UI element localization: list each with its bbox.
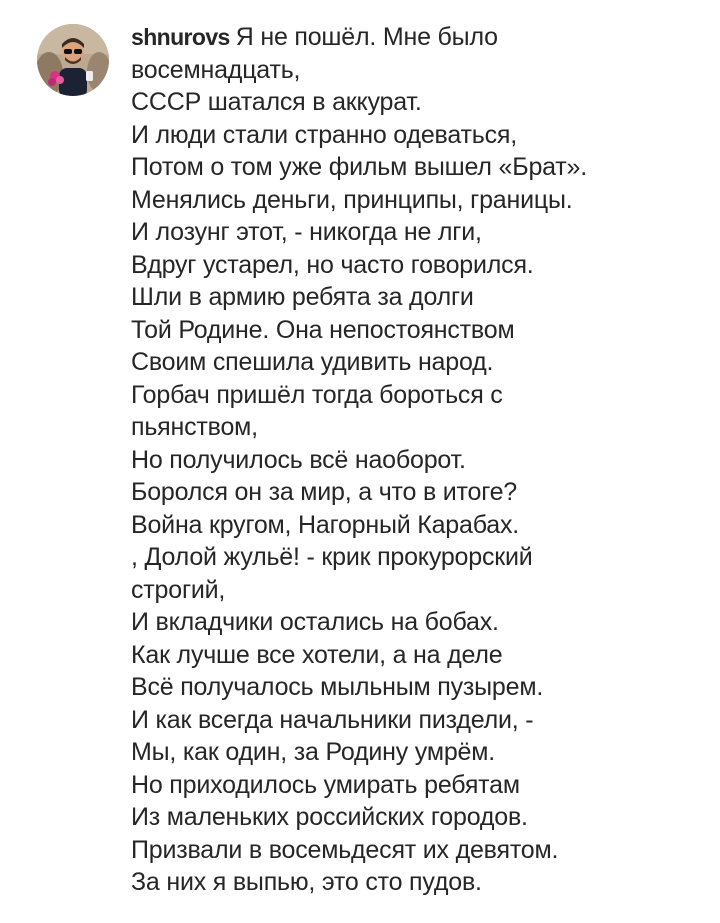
comment-line: СССР шатался в аккурат. bbox=[131, 88, 422, 116]
comment-line: Шли в армию ребята за долги bbox=[131, 283, 474, 311]
comment-line: Как лучше все хотели, а на деле bbox=[131, 640, 503, 669]
comment-line: Вдруг устарел, но часто говорился. bbox=[131, 250, 534, 279]
comment-line: И люди стали странно одеваться, bbox=[131, 120, 517, 149]
comment-line bbox=[131, 21, 711, 54]
comment-line: , Долой жульё! - крик прокурорский bbox=[131, 543, 533, 571]
comment-line: Мы, как один, за Родину умрём. bbox=[131, 738, 495, 766]
comment-line: Той Родине. Она непостоянством bbox=[131, 315, 515, 344]
comment-line: Но приходилось умирать ребятам bbox=[131, 770, 520, 799]
comment-line: За них я выпью, это сто пудов. bbox=[131, 868, 482, 896]
comment-line: пьянством, bbox=[131, 413, 258, 441]
comment-body bbox=[131, 21, 711, 899]
comment-line: И вкладчики остались на бобах. bbox=[131, 608, 499, 636]
comment-line: Менялись деньги, принципы, границы. bbox=[131, 185, 573, 214]
comment-line: Потом о том уже фильм вышел «Брат». bbox=[131, 153, 588, 181]
comment-line: Из маленьких российских городов. bbox=[131, 803, 528, 831]
comment-line: Своим спешила удивить народ. bbox=[131, 348, 494, 376]
comment-line: Горбач пришёл тогда бороться с bbox=[131, 380, 503, 409]
comment-line: И лозунг этот, - никогда не лги, bbox=[131, 218, 482, 246]
comment-line: И как всегда начальники пиздели, - bbox=[131, 705, 534, 734]
avatar[interactable] bbox=[37, 24, 109, 96]
comment-line: Призвали в восемьдесят их девятом. bbox=[131, 835, 559, 864]
comment-line: восемнадцать, bbox=[131, 55, 301, 84]
username-link[interactable]: shnurovs bbox=[131, 24, 230, 50]
comment-line: Всё получалось мыльным пузырем. bbox=[131, 673, 544, 701]
comment-text: Я не пошёл. Мне было bbox=[235, 23, 498, 51]
comment-line: Боролся он за мир, а что в итоге? bbox=[131, 478, 517, 506]
avatar-photo-icon bbox=[37, 24, 109, 96]
comment-line: строгий, bbox=[131, 575, 226, 604]
comment-line: Война кругом, Нагорный Карабах. bbox=[131, 510, 520, 539]
comment-line: Но получилось всё наоборот. bbox=[131, 445, 466, 474]
